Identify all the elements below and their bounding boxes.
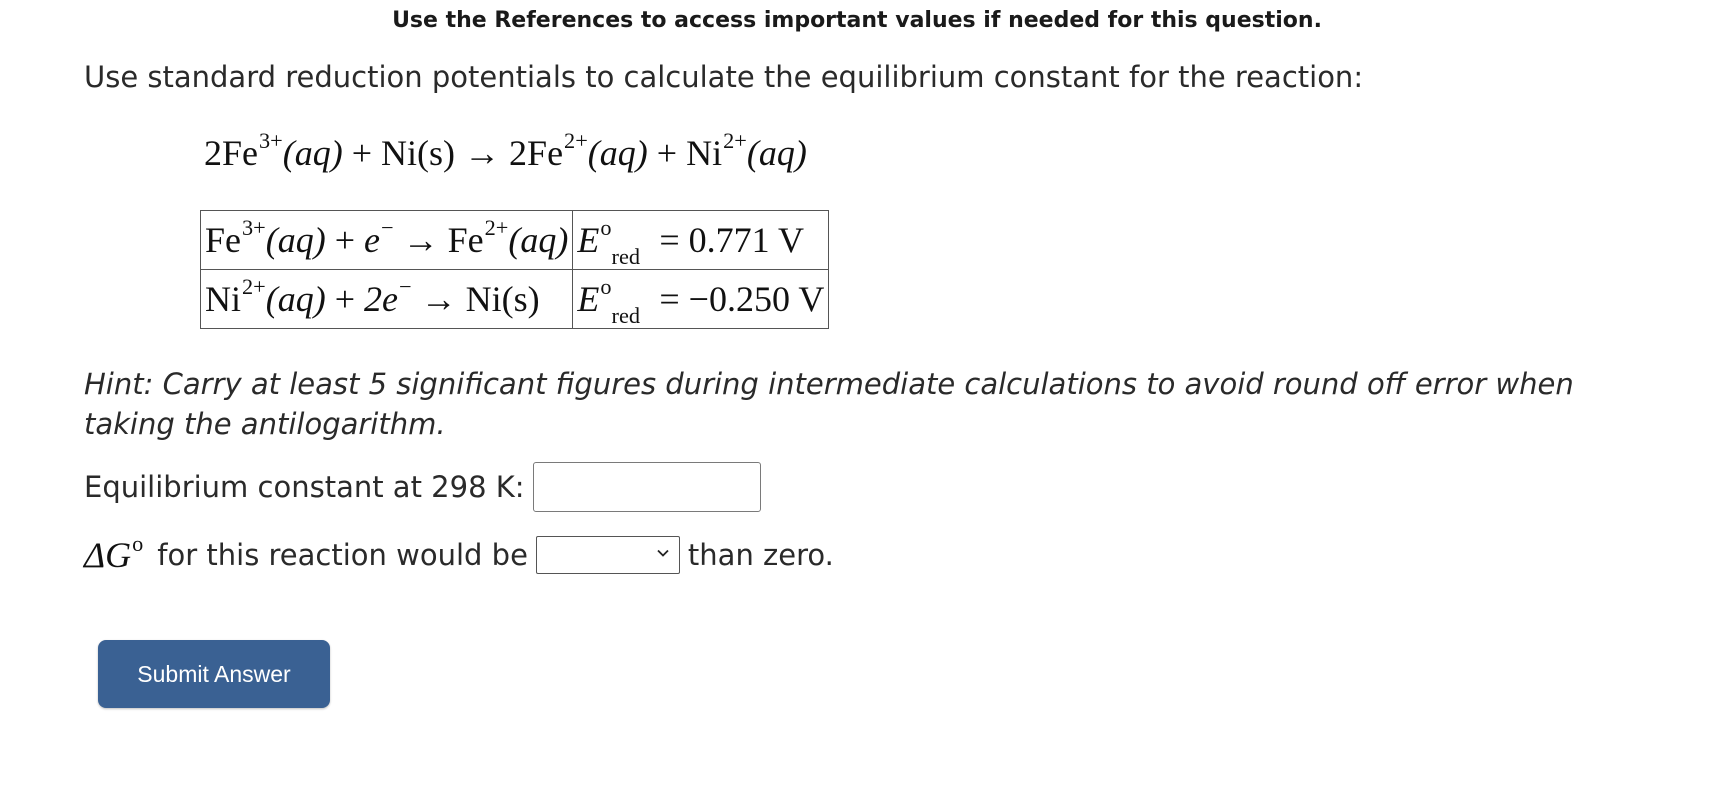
potential-value: 0.771 V xyxy=(688,220,805,260)
state-aq: (aq) xyxy=(746,133,807,173)
reaction-term-fe: 2Fe xyxy=(204,133,258,173)
delta-g-dropdown[interactable] xyxy=(536,536,680,574)
reaction-arrow: → xyxy=(402,220,439,260)
reaction-arrow: → xyxy=(420,279,457,319)
plus-sign: + xyxy=(351,133,373,173)
question-text: Use standard reduction potentials to calculate the equilibrium constant for the reaction: xyxy=(84,60,1364,94)
species: Ni(s) xyxy=(465,279,540,319)
standard-sign: o xyxy=(132,531,144,557)
reaction-arrow: → xyxy=(464,133,501,173)
delta-g-symbol xyxy=(84,531,144,576)
species: Fe xyxy=(447,220,484,260)
equilibrium-constant-label: Equilibrium constant at 298 K: xyxy=(84,470,525,504)
delta-g-text: ΔG xyxy=(84,535,132,575)
electrons: e xyxy=(364,220,381,260)
charge: − xyxy=(399,274,412,300)
charge: 3+ xyxy=(259,128,283,154)
e-symbol: E xyxy=(577,279,600,319)
charge: 2+ xyxy=(484,215,509,241)
reaction-term-fe-product: 2Fe xyxy=(509,133,564,173)
state-aq: (aq) xyxy=(282,133,343,173)
references-notice: Use the References to access important values if needed for this question. xyxy=(392,8,1322,33)
delta-g-row xyxy=(84,531,834,576)
red-subscript: red xyxy=(611,303,641,329)
state: (aq) xyxy=(265,220,326,260)
state-aq: (aq) xyxy=(587,133,648,173)
half-reaction-row xyxy=(201,270,829,329)
charge: 2+ xyxy=(564,128,588,154)
equilibrium-constant-row xyxy=(84,462,761,512)
electrons: 2e xyxy=(364,279,399,319)
half-reaction-cell xyxy=(201,211,573,270)
potential-value: −0.250 V xyxy=(688,279,825,319)
plus-sign: + xyxy=(656,133,678,173)
equilibrium-constant-input[interactable] xyxy=(533,462,761,512)
equals-sign: = xyxy=(659,279,680,319)
equals-sign: = xyxy=(659,220,680,260)
potential-cell xyxy=(573,211,829,270)
half-reaction-cell xyxy=(201,270,573,329)
plus-sign: + xyxy=(334,220,356,260)
potential-cell xyxy=(573,270,829,329)
charge: 2+ xyxy=(723,128,747,154)
submit-answer-button[interactable]: Submit Answer xyxy=(98,640,330,708)
state: (aq) xyxy=(508,220,569,260)
delta-g-suffix: than zero. xyxy=(687,538,834,572)
charge: − xyxy=(381,215,394,241)
reduction-potentials-table xyxy=(200,210,829,329)
species: Fe xyxy=(205,220,241,260)
state: (aq) xyxy=(265,279,326,319)
hint-text: Hint: Carry at least 5 significant figures during intermediate calculations to avoid round off error when taking the antilogarithm. xyxy=(84,367,1574,441)
overall-reaction xyxy=(204,128,807,174)
standard-sign: o xyxy=(600,274,612,300)
e-symbol: E xyxy=(577,220,600,260)
standard-sign: o xyxy=(600,215,612,241)
reaction-term-ni-solid: Ni(s) xyxy=(381,133,456,173)
species: Ni xyxy=(205,279,241,319)
half-reaction-row xyxy=(201,211,829,270)
chevron-down-icon xyxy=(655,545,671,561)
plus-sign: + xyxy=(334,279,356,319)
reaction-term-ni-ion: Ni xyxy=(686,133,723,173)
charge: 3+ xyxy=(242,215,266,241)
red-subscript: red xyxy=(611,244,641,270)
delta-g-label: for this reaction would be xyxy=(157,538,528,572)
charge: 2+ xyxy=(242,274,266,300)
